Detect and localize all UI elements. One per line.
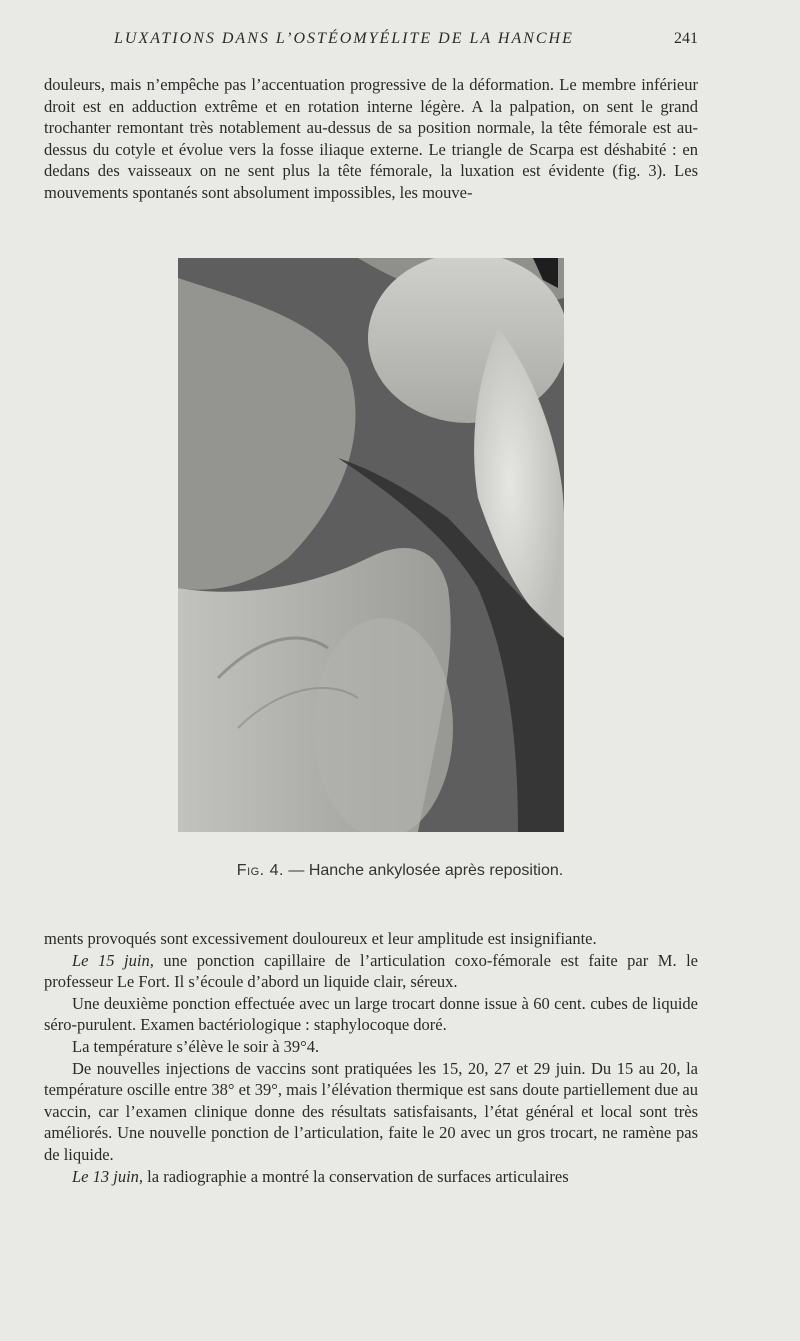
paragraph-text: la radiographie a montré la conservation de surfaces articulaires <box>143 1166 569 1186</box>
top-paragraph: douleurs, mais n’empêche pas l’accentuation progressive de la déformation. Le membre inférieur droit est en adduction extrême et en rotation interne légère. A la palpation, on sent le grand trochanter remontant très notablement au-dessus de sa position normale, la tête fémorale est au-dessus du cotyle et évolue vers la fosse iliaque externe. Le triangle de Scarpa est déshabité : en dedans des vaisseaux on ne sent plus la tête fémorale, la luxation est évidente (fig. 3). Les mouvements spontanés sont absolument impossibles, les mouve- <box>44 75 698 202</box>
paragraph: De nouvelles injections de vaccins sont pratiquées les 15, 20, 27 et 29 juin. Du 15 au 20, la température oscille entre 38° et 39°, mais l’élévation thermique est sans doute partiellement due au vaccin, car l’examen clinique donne des résultats satisfaisants, l’état général et local sont très améliorés. Une nouvelle ponction de l’articulation, faite le 20 avec un gros trocart, ne ramène pas de liquide. <box>44 1058 698 1164</box>
paragraph: Une deuxième ponction effectuée avec un large trocart donne issue à 60 cent. cubes de liquide séro-purulent. Examen bactériologique : staphylocoque doré. <box>44 993 698 1035</box>
running-title: LUXATIONS DANS L’OSTÉOMYÉLITE DE LA HANCHE <box>114 30 574 47</box>
date-italic: Le 15 juin, <box>72 950 154 970</box>
paragraph <box>44 1166 698 1188</box>
figure-caption-text: — Hanche ankylosée après reposition. <box>288 862 564 879</box>
page-number: 241 <box>674 30 698 47</box>
paragraph-text: une ponction capillaire de l’articulation coxo-fémorale est faite par M. le professeur Le Fort. Il s’écoule d’abord un liquide clair, séreux. <box>44 950 699 992</box>
radiograph-figure <box>178 258 564 832</box>
paragraph: La température s’élève le soir à 39°4. <box>72 1036 320 1056</box>
paragraph <box>44 950 698 993</box>
body-text <box>44 928 698 1187</box>
date-italic: Le 13 juin, <box>72 1166 144 1186</box>
radiograph-image <box>178 258 564 832</box>
paragraph: ments provoqués sont excessivement douloureux et leur amplitude est insignifiante. <box>44 929 597 948</box>
figure-caption <box>0 862 800 880</box>
figure-label: Fig. 4. <box>236 862 284 879</box>
page-header <box>44 30 698 52</box>
